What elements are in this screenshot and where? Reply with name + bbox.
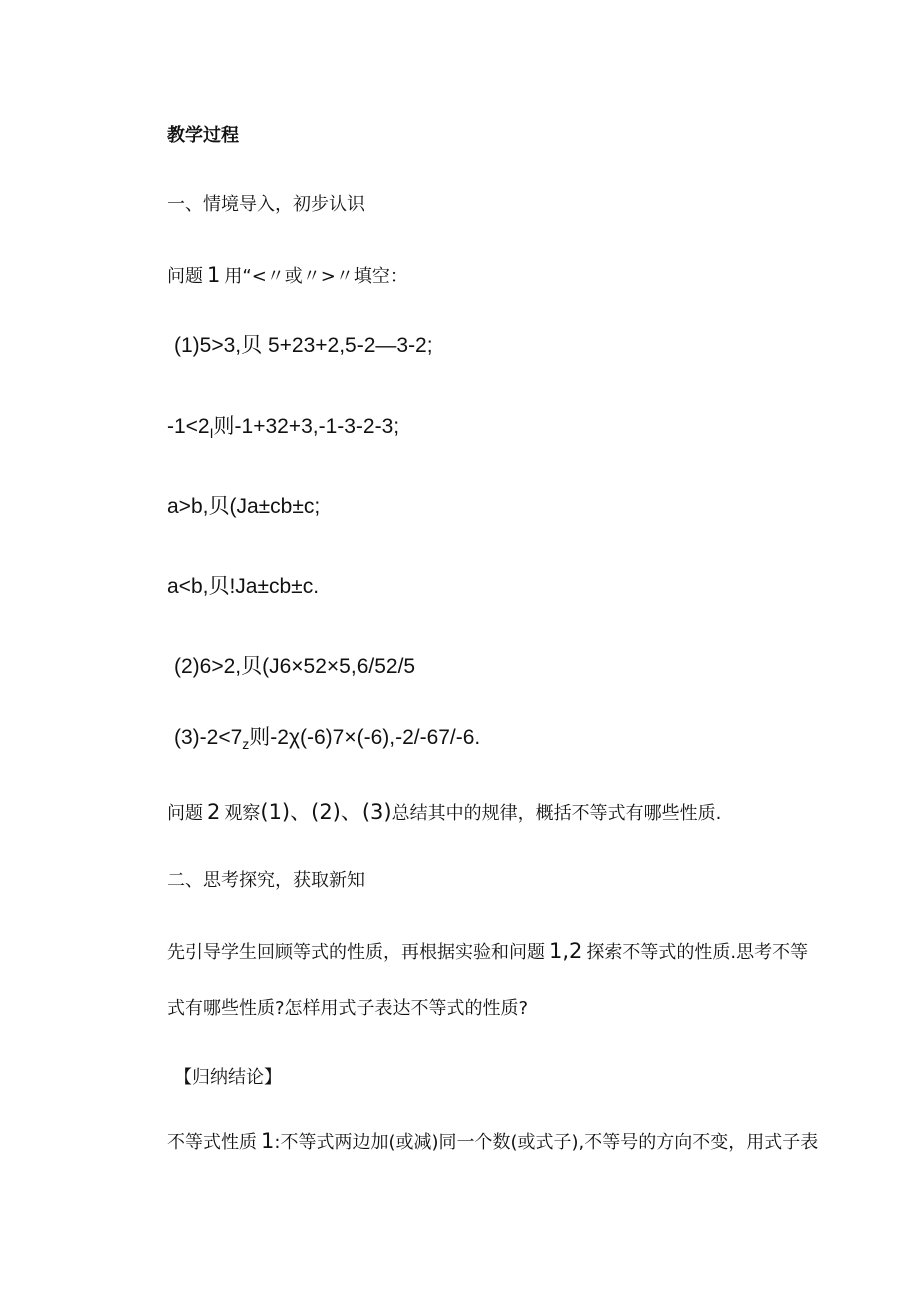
question-2-number: 2 xyxy=(207,800,221,824)
paragraph-1-part-a: 先引导学生回顾等式的性质，再根据实验和问题 xyxy=(167,942,545,963)
exercise-line-2-subscript: I xyxy=(209,425,214,442)
question-2-refs: (1)、(2)、(3) xyxy=(260,800,392,824)
exercise-line-6-part-b: 则-2χ(-6)7×(-6),-2/-67/-6. xyxy=(249,726,481,749)
paragraph-1-line-2: 式有哪些性质?怎样用式子表达不等式的性质? xyxy=(167,998,529,1019)
question-1-number: 1 xyxy=(207,263,221,287)
property-1-number: 1 xyxy=(261,1129,275,1153)
heading: 教学过程 xyxy=(167,125,239,146)
question-2-prefix: 问题 xyxy=(167,803,203,824)
question-2-mid: 观察 xyxy=(224,803,261,824)
question-1 xyxy=(167,263,408,289)
exercise-line-6-subscript: z xyxy=(242,736,250,753)
conclusion-title: 【归纳结论】 xyxy=(174,1067,282,1088)
question-2-text: 总结其中的规律，概括不等式有哪些性质. xyxy=(391,803,722,824)
exercise-line-4: a<b,贝!Ja±cb±c. xyxy=(167,575,320,598)
paragraph-1-part-b: 探索不等式的性质.思考不等 xyxy=(586,942,809,963)
exercise-line-6 xyxy=(174,726,480,756)
paragraph-1-number: 1,2 xyxy=(549,939,583,963)
section-2-title: 二、思考探究，获取新知 xyxy=(167,870,365,891)
exercise-line-3: a>b,贝(Ja±cb±c; xyxy=(167,495,321,518)
property-1-label: 不等式性质 xyxy=(167,1132,257,1153)
question-1-prefix: 问题 xyxy=(167,266,203,287)
exercise-line-5: (2)6>2,贝(J6×52×5,6/52/5 xyxy=(174,655,416,678)
exercise-line-1: (1)5>3,贝 5+23+2,5-2—3-2; xyxy=(174,334,433,357)
paragraph-1-line-1 xyxy=(167,939,808,965)
property-1 xyxy=(167,1129,818,1155)
exercise-line-2-part-b: 则-1+32+3,-1-3-2-3; xyxy=(213,415,400,438)
question-2 xyxy=(167,800,721,826)
exercise-line-2 xyxy=(167,415,399,445)
exercise-line-6-part-a: (3)-2<7 xyxy=(174,726,243,749)
property-1-text: :不等式两边加(或减)同一个数(或式子),不等号的方向不变，用式子表 xyxy=(274,1132,819,1153)
question-1-text: 用“<〃或〃>〃填空： xyxy=(224,266,408,287)
exercise-line-2-part-a: -1<2 xyxy=(167,415,210,438)
section-1-title: 一、情境导入，初步认识 xyxy=(167,194,365,215)
